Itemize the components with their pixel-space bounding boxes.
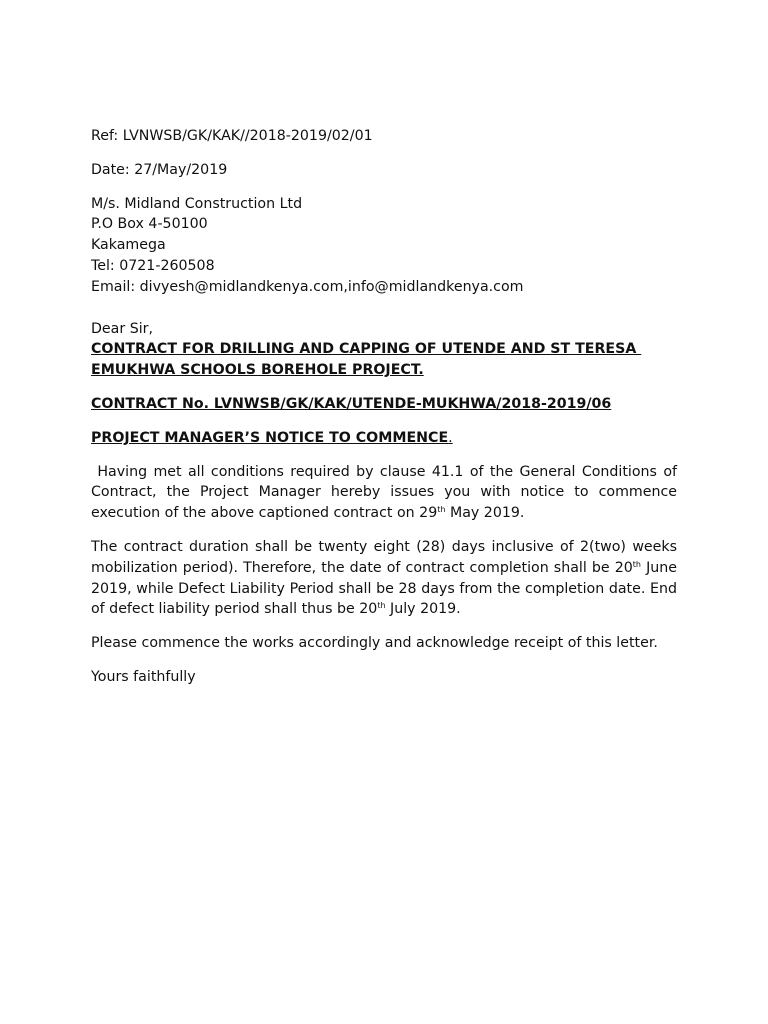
recipient-address (91, 194, 677, 298)
reference-number: Ref: LVNWSB/GK/KAK//2018-2019/02/01 (91, 128, 373, 144)
paragraph-commence: Please commence the works accordingly and acknowledge receipt of this letter. (91, 635, 658, 652)
recipient-tel: Tel: 0721-260508 (91, 257, 215, 274)
paragraph-duration-part-c: July 2019. (385, 601, 461, 618)
recipient-email: Email: divyesh@midlandkenya.com,info@midlandkenya.com (91, 278, 524, 295)
letter-body (91, 126, 682, 688)
notice-title-heading (91, 428, 677, 449)
notice-title: PROJECT MANAGER’S NOTICE TO COMMENCE (91, 429, 449, 446)
salutation: Dear Sir, (91, 320, 153, 337)
subject-line-1: CONTRACT FOR DRILLING AND CAPPING OF UTENDE AND ST TERESA (91, 341, 642, 358)
contract-number-heading: CONTRACT No. LVNWSB/GK/KAK/UTENDE-MUKHWA/2018-2019/06 (91, 395, 612, 412)
paragraph-duration-part-a: The contract duration shall be twenty eight (28) days inclusive of 2(two) weeks mobilization period). Therefore, the date of contract completion shall be 20 (91, 538, 677, 576)
recipient-po-box: P.O Box 4-50100 (91, 216, 208, 233)
superscript-th: th (437, 505, 446, 515)
notice-title-period: . (448, 429, 453, 446)
paragraph-notice-text: Having met all conditions required by clause 41.1 of the General Conditions of Contract, the Project Manager hereby issues you with notice to commence execution of the above captioned contract on 29 (91, 463, 682, 522)
paragraph-notice-tail: May 2019. (445, 505, 525, 522)
paragraph-duration (91, 537, 677, 620)
letter-date: Date: 27/May/2019 (91, 161, 228, 178)
recipient-town: Kakamega (91, 237, 166, 254)
closing: Yours faithfully (91, 668, 196, 685)
subject-line-2: EMUKHWA SCHOOLS BOREHOLE PROJECT. (91, 362, 424, 379)
paragraph-duration-part-b: June 2019, while Defect Liability Period shall be 28 days from the completion date. End of defect liability period shall thus be 20 (91, 559, 677, 618)
superscript-th: th (632, 559, 641, 569)
subject-heading (91, 339, 677, 381)
superscript-th: th (377, 601, 386, 611)
recipient-company: M/s. Midland Construction Ltd (91, 195, 303, 212)
paragraph-notice (91, 462, 682, 524)
